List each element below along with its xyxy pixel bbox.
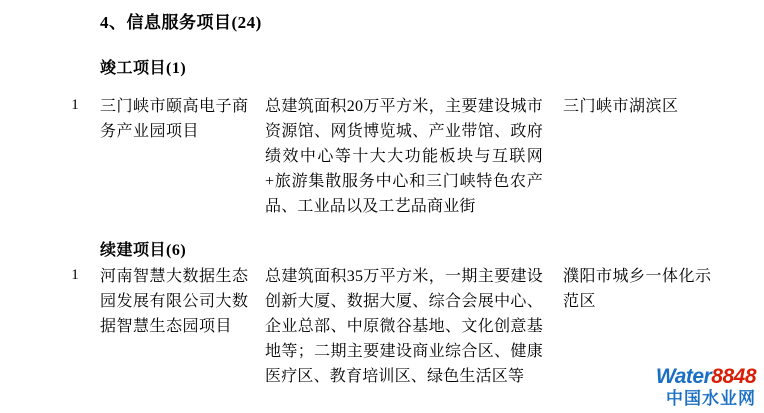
row-project-location: 三门峡市湖滨区 — [563, 98, 679, 115]
group-heading-continued: 续建项目(6) — [100, 242, 187, 259]
row-project-name: 河南智慧大数据生态园发展有限公司大数据智慧生态园项目 — [100, 268, 249, 335]
row-project-name: 三门峡市颐高电子商务产业园项目 — [100, 98, 249, 140]
watermark — [656, 365, 756, 409]
watermark-subtitle: 中国水业网 — [666, 389, 756, 409]
row-project-location: 濮阳市城乡一体化示范区 — [563, 268, 712, 310]
watermark-brand — [656, 365, 756, 389]
group-heading-completed: 竣工项目(1) — [100, 60, 187, 77]
row-index: 1 — [71, 267, 79, 283]
row-project-description: 总建筑面积20万平方米，主要建设城市资源馆、网货博览城、产业带馆、政府绩效中心等十大大功能板块与互联网+旅游集散服务中心和三门峡特色农产品、工业品以及工艺品商业街 — [265, 98, 543, 215]
section-heading: 4、信息服务项目(24) — [100, 13, 262, 32]
watermark-brand-text: Water — [655, 365, 712, 389]
row-index: 1 — [71, 97, 79, 113]
watermark-brand-digits: 8848 — [711, 365, 756, 389]
row-project-description: 总建筑面积35万平方米，一期主要建设创新大厦、数据大厦、综合会展中心、企业总部、中原微谷基地、文化创意基地等；二期主要建设商业综合区、健康医疗区、教育培训区、绿色生活区等 — [265, 268, 543, 385]
